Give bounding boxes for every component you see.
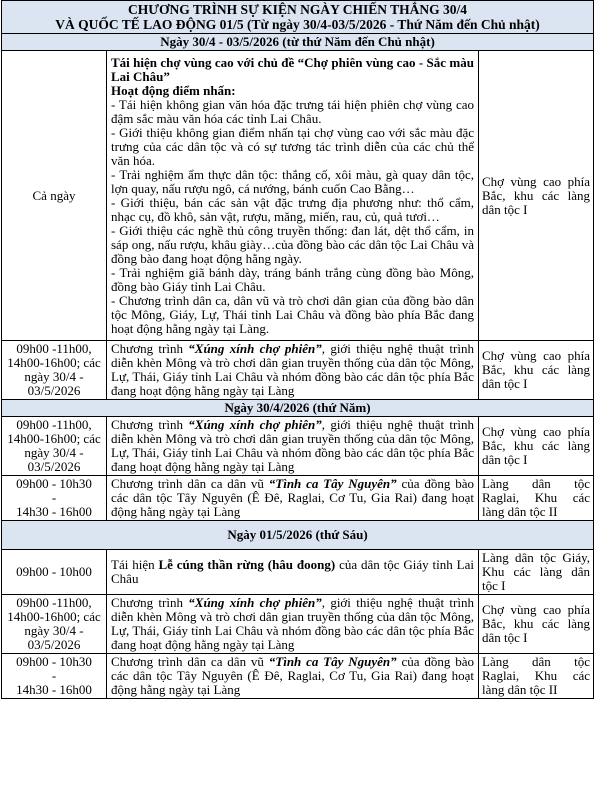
section-header: Ngày 30/4 - 03/5/2026 (từ thứ Năm đến Chủ nhật) xyxy=(2,34,594,51)
list-item: - Trải nghiệm ẩm thực dân tộc: thắng cố, xôi màu, gà quay dân tộc, lợn quay, nấu rượu ngô, cá nướng, bánh cuốn Cao Bằng… xyxy=(111,167,474,196)
document-title xyxy=(2,1,594,34)
activity-suffix: của dân tộc Giáy tỉnh Lai Châu xyxy=(111,557,474,586)
section-header-row xyxy=(2,400,594,417)
location-cell: Làng dân tộc Giáy, Khu các làng dân tộc I xyxy=(479,550,594,595)
section-header: Ngày 30/4/2026 (thứ Năm) xyxy=(2,400,594,417)
program-name: Lễ cúng thần rừng (hâu đoong) xyxy=(158,557,336,572)
activity-suffix: , giới thiệu nghệ thuật trình diễn khèn Mông và trò chơi dân gian truyền thống của dân tộc Mông, Lự, Thái, Giáy tỉnh Lai Châu và nhóm đồng bào các dân tộc phía Bắc đang hoạt động hằng ngày tại Làng xyxy=(111,595,474,652)
location-cell: Làng dân tộc Raglai, Khu các làng dân tộc II xyxy=(479,654,594,699)
list-item: - Giới thiệu các nghề thủ công truyền thống: đan lát, dệt thổ cẩm, in sáp ong, nấu rượu, khâu giày…của đồng bào các dân tộc Lai Châu và đồng bào đang hoạt động hằng ngày. xyxy=(111,223,474,266)
highlight-label: Hoạt động điểm nhấn: xyxy=(111,83,236,98)
program-name: “Xúng xính chợ phiên” xyxy=(188,341,322,356)
time-cell: 09h00 -11h00, 14h00-16h00; các ngày 30/4 - 03/5/2026 xyxy=(2,417,107,476)
location-cell: Chợ vùng cao phía Bắc, khu các làng dân tộc I xyxy=(479,595,594,654)
time-cell xyxy=(2,476,107,521)
list-item: - Giới thiệu, bán các sản vật đặc trưng địa phương như: thổ cẩm, nhạc cụ, đồ khô, sản vật, rượu, măng, miến, rau, củ, quả tươi… xyxy=(111,195,474,224)
program-name: “Xúng xính chợ phiên” xyxy=(188,417,322,432)
location-cell: Chợ vùng cao phía Bắc, khu các làng dân tộc I xyxy=(479,51,594,341)
time-cell: 09h00 -11h00, 14h00-16h00; các ngày 30/4 - 03/5/2026 xyxy=(2,341,107,400)
event-schedule-table xyxy=(1,0,594,699)
title-line-2: VÀ QUỐC TẾ LAO ĐỘNG 01/5 (Từ ngày 30/4-03/5/2026 - Thứ Năm đến Chủ nhật) xyxy=(55,17,540,32)
table-row xyxy=(2,51,594,341)
program-name: “Tình ca Tây Nguyên” xyxy=(268,476,397,491)
location-cell: Chợ vùng cao phía Bắc, khu các làng dân tộc I xyxy=(479,341,594,400)
activity-cell xyxy=(107,550,479,595)
table-row xyxy=(2,476,594,521)
activity-prefix: Chương trình xyxy=(111,417,189,432)
activity-cell xyxy=(107,417,479,476)
time-separator: - xyxy=(51,490,57,505)
activity-prefix: Chương trình dân ca dân vũ xyxy=(111,654,269,669)
table-row xyxy=(2,341,594,400)
activity-suffix: của đồng bào các dân tộc Tây Nguyên (Ê Đê, Raglai, Cơ Tu, Gia Rai) đang hoạt động hằng ngày tại Làng xyxy=(111,654,474,697)
list-item: - Giới thiệu không gian điểm nhấn tại chợ vùng cao với sắc màu đặc trưng của các dân tộc và có sự tương tác trình diễn của các chủ thể văn hóa. xyxy=(111,125,474,168)
activity-prefix: Chương trình xyxy=(111,595,189,610)
table-row xyxy=(2,417,594,476)
activity-prefix: Chương trình xyxy=(111,341,189,356)
program-name: “Xúng xính chợ phiên” xyxy=(188,595,322,610)
location-cell: Chợ vùng cao phía Bắc, khu các làng dân tộc I xyxy=(479,417,594,476)
activity-cell xyxy=(107,476,479,521)
section-header-row xyxy=(2,34,594,51)
activity-title: Tái hiện chợ vùng cao với chủ đề “Chợ phiên vùng cao - Sắc màu Lai Châu” xyxy=(111,55,474,84)
title-line-1: CHƯƠNG TRÌNH SỰ KIỆN NGÀY CHIẾN THẮNG 30/4 xyxy=(128,2,467,17)
table-row xyxy=(2,595,594,654)
activity-suffix: , giới thiệu nghệ thuật trình diễn khèn Mông và trò chơi dân gian truyền thống của dân tộc Mông, Lự, Thái, Giáy tỉnh Lai Châu và nhóm đồng bào các dân tộc phía Bắc đang hoạt động hằng ngày tại Làng xyxy=(111,341,474,398)
time-cell: Cả ngày xyxy=(2,51,107,341)
list-item: - Tái hiện không gian văn hóa đặc trưng tái hiện phiên chợ vùng cao đậm sắc màu văn hóa các tỉnh Lai Châu. xyxy=(111,97,474,126)
time-start: 09h00 - 10h30 xyxy=(16,654,92,669)
list-item: - Trải nghiệm giã bánh dày, tráng bánh trắng cùng đồng bào Mông, đồng bào Giáy tỉnh Lai Châu. xyxy=(111,265,474,294)
activity-cell xyxy=(107,654,479,699)
activity-cell xyxy=(107,341,479,400)
time-cell: 09h00 -11h00, 14h00-16h00; các ngày 30/4 - 03/5/2026 xyxy=(2,595,107,654)
program-name: “Tình ca Tây Nguyên” xyxy=(268,654,397,669)
table-row xyxy=(2,654,594,699)
activity-prefix: Chương trình dân ca dân vũ xyxy=(111,476,269,491)
activity-suffix: , giới thiệu nghệ thuật trình diễn khèn Mông và trò chơi dân gian truyền thống của dân tộc Mông, Lự, Thái, Giáy tỉnh Lai Châu và nhóm đồng bào các dân tộc phía Bắc đang hoạt động hằng ngày tại Làng xyxy=(111,417,474,474)
section-header: Ngày 01/5/2026 (thứ Sáu) xyxy=(2,521,594,550)
activity-cell xyxy=(107,595,479,654)
time-cell: 09h00 - 10h00 xyxy=(2,550,107,595)
activity-suffix: của đồng bào các dân tộc Tây Nguyên (Ê Đê, Raglai, Cơ Tu, Gia Rai) đang hoạt động hằng ngày tại Làng xyxy=(111,476,474,519)
location-cell: Làng dân tộc Raglai, Khu các làng dân tộc II xyxy=(479,476,594,521)
list-item: - Chương trình dân ca, dân vũ và trò chơi dân gian của đồng bào dân tộc Mông, Giáy, Lự, Thái tỉnh Lai Châu và đồng bào phía Bắc đang hoạt động hằng ngày tại Làng. xyxy=(111,293,474,336)
activity-prefix: Tái hiện xyxy=(111,557,159,572)
title-row xyxy=(2,1,594,34)
time-separator: - xyxy=(51,668,57,683)
time-cell xyxy=(2,654,107,699)
section-header-row xyxy=(2,521,594,550)
time-end: 14h30 - 16h00 xyxy=(16,682,92,697)
activity-cell xyxy=(107,51,479,341)
table-row xyxy=(2,550,594,595)
time-end: 14h30 - 16h00 xyxy=(16,504,92,519)
time-start: 09h00 - 10h30 xyxy=(16,476,92,491)
